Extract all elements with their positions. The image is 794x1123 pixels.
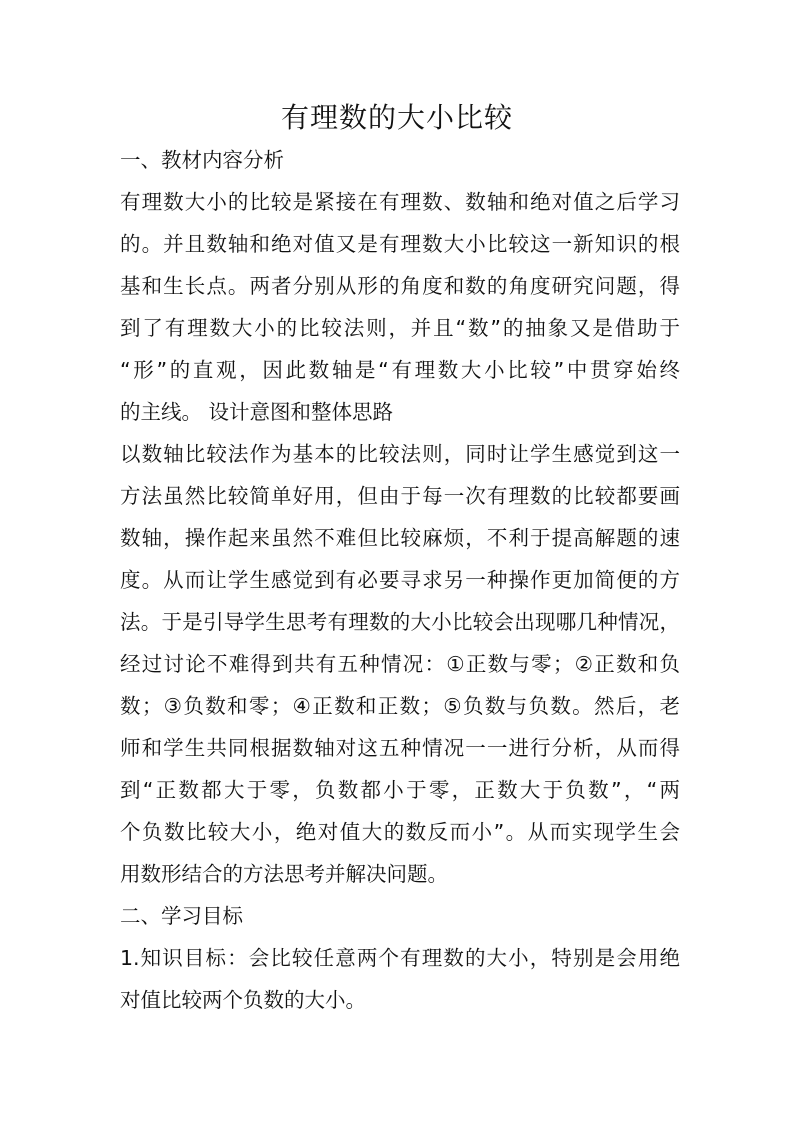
paragraph-line: 对值比较两个负数的大小。 [120,988,366,1012]
paragraph-line: 法。于是引导学生思考有理数的大小比较会出现哪几种情况， [120,610,680,634]
paragraph-line: 的。并且数轴和绝对值又是有理数大小比较这一新知识的根 [120,232,680,256]
paragraph-line: 数轴，操作起来虽然不难但比较麻烦，不利于提高解题的速 [120,526,680,550]
paragraph-line: “形”的直观，因此数轴是“有理数大小比较”中贯穿始终 [120,358,680,382]
paragraph-line: 经过讨论不难得到共有五种情况：①正数与零；②正数和负 [120,652,680,676]
section-heading-content-analysis: 一、教材内容分析 [120,148,284,172]
paragraph-line: 方法虽然比较简单好用，但由于每一次有理数的比较都要画 [120,484,680,508]
paragraph-line: 基和生长点。两者分别从形的角度和数的角度研究问题，得 [120,274,680,298]
paragraph-line: 数；③负数和零；④正数和正数；⑤负数与负数。然后，老 [120,694,680,718]
paragraph-line: 到“正数都大于零，负数都小于零，正数大于负数”，“两 [120,778,680,802]
document-title: 有理数的大小比较 [280,101,513,134]
paragraph-line: 1.知识目标：会比较任意两个有理数的大小，特别是会用绝 [120,946,680,970]
paragraph-line: 有理数大小的比较是紧接在有理数、数轴和绝对值之后学习 [120,190,680,214]
paragraph-line: 度。从而让学生感觉到有必要寻求另一种操作更加简便的方 [120,568,680,592]
paragraph-line: 用数形结合的方法思考并解决问题。 [120,862,448,886]
paragraph-line: 的主线。 设计意图和整体思路 [120,400,394,424]
paragraph-line: 个负数比较大小，绝对值大的数反而小”。从而实现学生会 [120,820,680,844]
paragraph-line: 到了有理数大小的比较法则，并且“数”的抽象又是借助于 [120,316,680,340]
paragraph-line: 师和学生共同根据数轴对这五种情况一一进行分析，从而得 [120,736,680,760]
paragraph-line: 以数轴比较法作为基本的比较法则，同时让学生感觉到这一 [120,442,680,466]
section-heading-learning-objectives: 二、学习目标 [120,904,243,928]
